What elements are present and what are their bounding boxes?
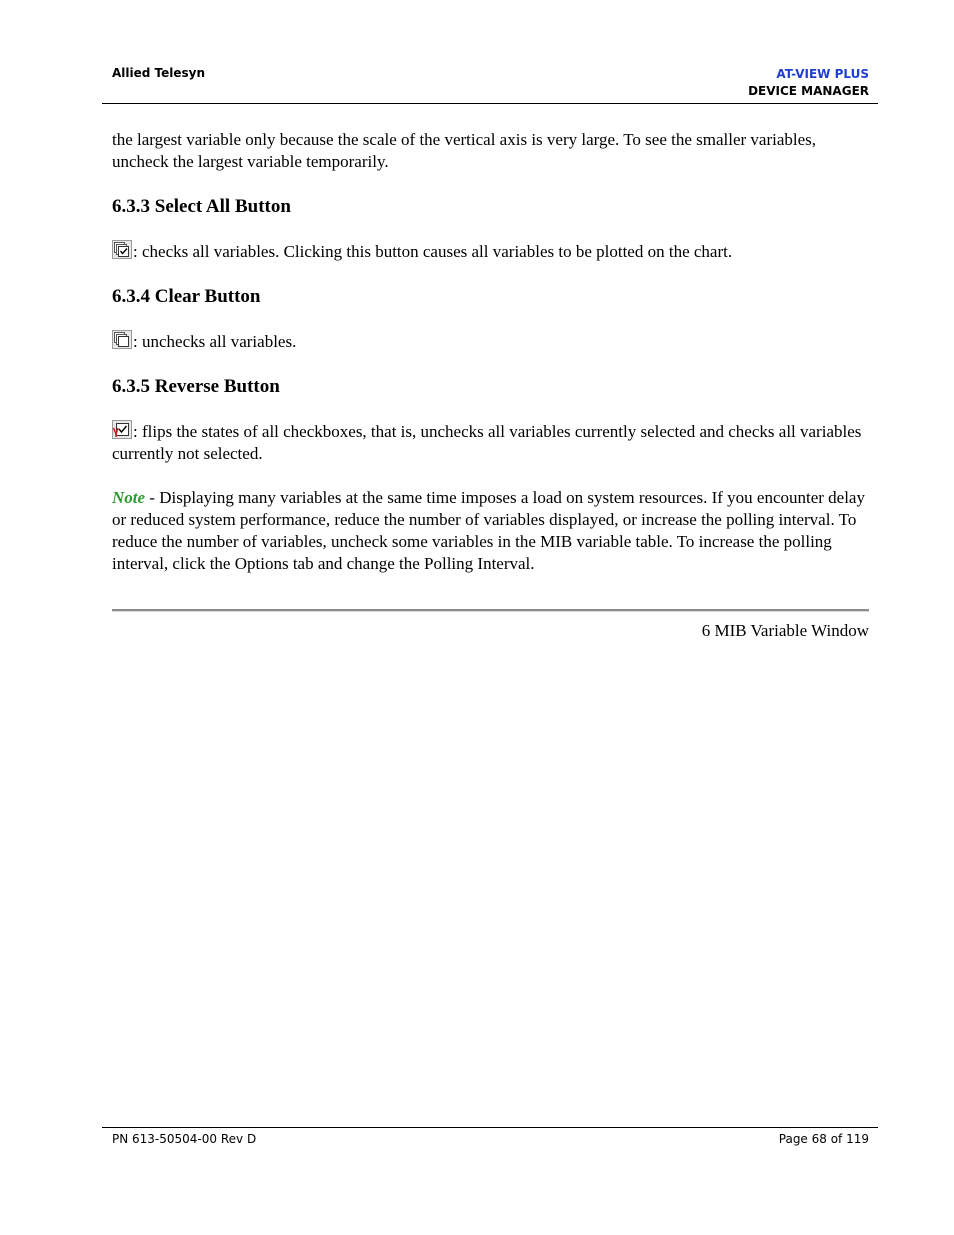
- footer-divider: [102, 1127, 878, 1128]
- intro-paragraph: the largest variable only because the scale of the vertical axis is very large. To see the smaller variables, uncheck the largest variable temporarily.: [112, 130, 817, 171]
- reverse-description: [112, 420, 872, 465]
- section-footer: 6 MIB Variable Window: [701, 621, 869, 640]
- select-all-icon: [112, 240, 132, 259]
- page-content: [112, 129, 872, 575]
- section-heading-select-all: 6.3.3 Select All Button: [112, 196, 291, 217]
- select-all-text: : checks all variables. Clicking this button causes all variables to be plotted on the chart.: [133, 242, 733, 261]
- product-name: AT-VIEW PLUS: [776, 67, 869, 81]
- reverse-icon: [112, 420, 132, 439]
- page-number: Page 68 of 119: [778, 1132, 869, 1146]
- note-paragraph: [112, 487, 872, 575]
- note-text: - Displaying many variables at the same time imposes a load on system resources. If you encounter delay or reduced system performance, reduce the number of variables displayed, or increase the polling interval. To reduce the number of variables, uncheck some variables in the MIB variable table. To increase the polling interval, click the Options tab and change the Polling Interval.: [112, 488, 865, 573]
- select-all-description: [112, 240, 872, 263]
- section-divider: [112, 609, 869, 612]
- company-name: Allied Telesyn: [112, 66, 206, 80]
- note-label: Note: [112, 488, 146, 507]
- clear-icon: [112, 330, 132, 349]
- section-heading-reverse: 6.3.5 Reverse Button: [112, 376, 280, 397]
- clear-text: : unchecks all variables.: [133, 332, 297, 351]
- clear-description: [112, 330, 872, 353]
- part-number: PN 613-50504-00 Rev D: [112, 1132, 257, 1146]
- section-heading-clear: 6.3.4 Clear Button: [112, 286, 261, 307]
- header-title: [748, 66, 869, 100]
- module-name: DEVICE MANAGER: [748, 84, 869, 98]
- header-divider: [102, 103, 878, 104]
- reverse-text: : flips the states of all checkboxes, that is, unchecks all variables currently selected and checks all variables currently not selected.: [112, 422, 862, 463]
